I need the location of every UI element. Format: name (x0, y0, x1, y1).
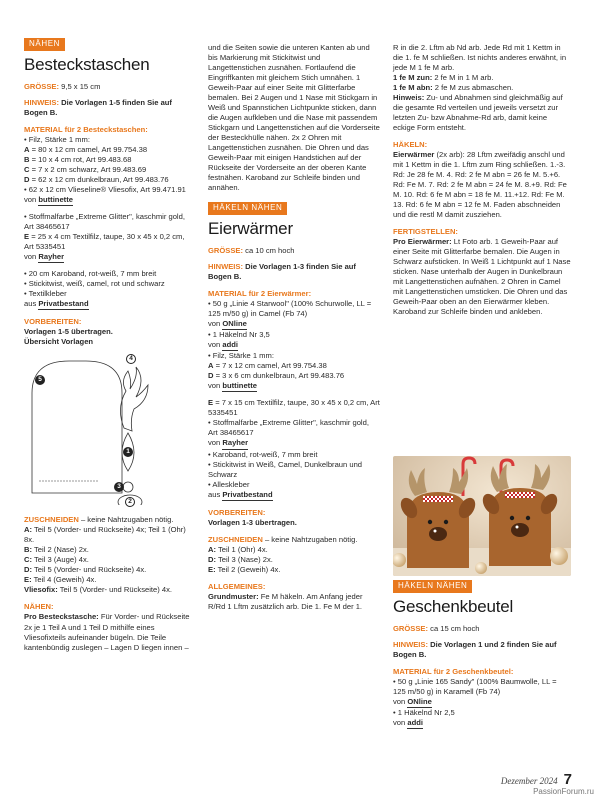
vendor-line: aus Privatbestand (208, 490, 380, 501)
vendor-line: von buttinette (24, 195, 190, 206)
material-line: • 62 x 12 cm Vlieseline® Vliesofix, Art 99.471.91 (24, 185, 186, 195)
size-line: GRÖSSE: ca 15 cm hoch (393, 623, 480, 633)
category-tag: HÄKELN NÄHEN (208, 202, 287, 215)
column-2 (208, 43, 380, 612)
page-number: 7 (563, 771, 572, 789)
cut-line: C: Teil 3 (Auge) 4x. (24, 555, 89, 565)
diagram-label-3: 3 (114, 482, 124, 492)
cut-line: E: Teil 2 (Geweih) 4x. (208, 564, 281, 574)
cut-line: Vliesofix: Teil 5 (Vorder- und Rückseite) 4x. (24, 585, 173, 595)
general-text: Grundmuster: Fe M häkeln. Am Anfang jeder R/Rd 1 Lftm zusätzlich arb. Die 1. Fe M der 1. (208, 591, 363, 611)
egg-warmer-photo (393, 456, 571, 576)
vendor-line: von addi (393, 718, 571, 729)
material-line: D = 3 x 6 cm dunkelbraun, Art 99.483.76 (208, 371, 345, 381)
category-tag: HÄKELN NÄHEN (393, 580, 472, 593)
column-3 (393, 43, 571, 317)
diagram-label-2: 2 (125, 497, 135, 507)
material-line: • 1 Häkelnd Nr 2,5 (393, 708, 455, 718)
column-1 (24, 38, 190, 653)
cut-line: D: Teil 3 (Nase) 2x. (208, 554, 273, 564)
article-title: Geschenkbeutel (393, 596, 514, 616)
material-line: • 20 cm Karoband, rot-weiß, 7 mm breit (24, 269, 157, 279)
vendor-line: von Rayher (208, 438, 380, 449)
material-line: • Stoffmalfarbe „Extreme Glitter", kaschmir gold, Art 38465617 (208, 418, 369, 438)
diagram-label-4: 4 (126, 354, 136, 364)
decrease-line: 1 fe M abn: 2 fe M zus abmaschen. (393, 83, 514, 93)
reindeer-egg-warmers-image (393, 456, 571, 576)
cut-heading: ZUSCHNEIDEN – keine Nahtzugaben nötig. (24, 515, 174, 525)
cut-line: E: Teil 4 (Geweih) 4x. (24, 575, 97, 585)
material-line: B = 10 x 4 cm rot, Art 99.483.68 (24, 155, 132, 165)
finish-heading: FERTIGSTELLEN: (393, 227, 458, 237)
vendor-line: von buttinette (208, 381, 380, 392)
article-title: Besteckstaschen (24, 54, 150, 74)
size-line: GRÖSSE: ca 10 cm hoch (208, 246, 295, 256)
diagram-label-1: 1 (123, 447, 133, 457)
overview-label: Übersicht Vorlagen (24, 337, 94, 347)
issue-date: Dezember 2024 (500, 776, 558, 787)
cut-line: D: Teil 5 (Vorder- und Rückseite) 4x. (24, 565, 147, 575)
material-heading: MATERIAL für 2 Geschenkbeutel: (393, 667, 514, 677)
material-line: C = 7 x 2 cm schwarz, Art 99.483.69 (24, 165, 147, 175)
material-line: • Alleskleber (208, 479, 250, 489)
gift-bag-section (393, 580, 571, 729)
vendor-line: aus Privatbestand (24, 299, 190, 310)
material-line: • 50 g „Linie 165 Sandy" (100% Baumwolle, LL = 125 m/50 g) in Karamell (Fb 74) (393, 677, 557, 697)
material-line: E = 7 x 15 cm Textilfilz, taupe, 30 x 45 x 0,2 cm, Art 5335451 (208, 398, 380, 418)
prepare-heading: VORBEREITEN: (24, 317, 82, 327)
crochet-text: Eierwärmer (2x arb): 28 Lftm zweifädig anschl und mit 1 Kettm in die 1. Lftm zum Ring schließen. 1.-3. Rd: Je 28 fe M. 4. Rd: 2 fe M abn = 26 fe M. 5.+6. Rd: Fe M. 7. Rd: 2 fe M abn = 24 fe M. 8.+9. Rd: Fe M. 10. Rd: 6 fe M abn = 18 fe M. 11.+12. Rd: Fe M. 13. Rd: 6 fe M abn = 12 fe M. Faden abschneiden und die restl M damit zusziehen. (393, 150, 567, 220)
vendor-line: von addi (208, 340, 380, 351)
material-line: • Textilkleber (24, 289, 67, 299)
material-line: • Stickitwist, weiß, camel, rot und schwarz (24, 279, 165, 289)
prepare-text: Vorlagen 1-5 übertragen. (24, 327, 113, 337)
material-line: E = 25 x 4 cm Textilfilz, taupe, 30 x 45 x 0,2 cm, Art 5335451 (24, 232, 185, 252)
cut-heading: ZUSCHNEIDEN – keine Nahtzugaben nötig. (208, 534, 358, 544)
diagram-label-5: 5 (35, 375, 45, 385)
material-line: • Stoffmalfarbe „Extreme Glitter", kaschmir gold, Art 38465617 (24, 212, 185, 232)
material-line: A = 7 x 12 cm camel, Art 99.754.38 (208, 361, 327, 371)
category-tag: NÄHEN (24, 38, 65, 51)
continued-text: R in die 2. Lftm ab Nd arb. Jede Rd mit 1 Kettm in die 1. fe M schließen. Ist nichts anderes erwähnt, in jede M 1 fe M arb. (393, 43, 567, 73)
cut-line: A: Teil 1 (Ohr) 4x. (208, 544, 268, 554)
template-sketch (24, 353, 184, 505)
increase-line: 1 fe M zun: 2 fe M in 1 M arb. (393, 73, 494, 83)
size-line: GRÖSSE: 9,5 x 15 cm (24, 81, 101, 91)
cut-line: B: Teil 2 (Nase) 2x. (24, 545, 89, 555)
hint: HINWEIS: Die Vorlagen 1-5 finden Sie auf Bogen B. (24, 98, 172, 118)
material-line: • 50 g „Linie 4 Starwool" (100% Schurwolle, LL = 125 m/50 g) in Camel (Fb 74) (208, 299, 372, 319)
watermark: PassionForum.ru (533, 787, 594, 797)
material-line: • 1 Häkelnd Nr 3,5 (208, 330, 270, 340)
material-heading: MATERIAL für 2 Eierwärmer: (208, 289, 312, 299)
hint-text: Hinweis: Zu- und Abnahmen sind gleichmäßig auf die gesamte Rd verteilen und jeweils versetzt zur letzten Zu- bzw Abnahme-Rd arb, damit keine eckige Form entsteht. (393, 93, 563, 133)
material-line: • Filz, Stärke 1 mm: (24, 135, 90, 145)
prepare-text: Vorlagen 1-3 übertragen. (208, 517, 297, 527)
template-overview-diagram (24, 353, 184, 505)
sew-heading: NÄHEN: (24, 602, 54, 612)
general-heading: ALLGEMEINES: (208, 581, 266, 591)
prepare-heading: VORBEREITEN: (208, 507, 266, 517)
material-line: • Stickitwist in Weiß, Camel, Dunkelbraun und Schwarz (208, 459, 363, 479)
hint: HINWEIS: Die Vorlagen 1-3 finden Sie auf Bogen B. (208, 262, 356, 282)
material-line: A = 80 x 12 cm camel, Art 99.754.38 (24, 145, 148, 155)
finish-text: Pro Eierwärmer: Lt Foto arb. 1 Geweih-Paar auf einer Seite mit Glitterfarbe bemalen. Die Augen in Schwarz aufsticken. In Weiß 1 Lichtpunkt auf 1 Nase sticken. Nase unterhalb der Augen in Dunkelbraun mit Langettenstichen aufnähen. 2 Ohren in Camel mit Langettenstichen umsticken. Die Ohren und das Geweih-Paar oben an den Eierwärmer kleben. Karoband zur Schleife binden und ankleben. (393, 237, 571, 317)
cut-line: A: Teil 5 (Vorder- und Rückseite) 4x; Teil 1 (Ohr) 8x. (24, 525, 186, 545)
vendor-line: von Rayher (24, 252, 190, 263)
material-heading: MATERIAL für 2 Besteckstaschen: (24, 125, 148, 135)
sew-text: Pro Besteckstasche: Für Vorder- und Rückseite 2x je 1 Teil A und 1 Teil D mithilfe eines Vliesofixteils aufeinander bügeln. Die Teile kantenbündig zuslegen – Lagen D liegen innen – (24, 612, 190, 652)
material-line: D = 62 x 12 cm dunkelbraun, Art 99.483.76 (24, 175, 169, 185)
material-line: • Karoband, rot-weiß, 7 mm breit (208, 449, 318, 459)
material-line: • Filz, Stärke 1 mm: (208, 351, 274, 361)
article-title: Eierwärmer (208, 218, 293, 238)
hint: HINWEIS: Die Vorlagen 1 und 2 finden Sie auf Bogen B. (393, 640, 557, 660)
vendor-line: von ONline (393, 697, 571, 708)
crochet-heading: HÄKELN: (393, 140, 428, 150)
vendor-line: von ONline (208, 319, 380, 330)
continued-text: und die Seiten sowie die unteren Kanten ab und bis Markierung mit Stickitwist und Langettenstichen zusnähen. Fortlaufend die Eingriffkanten mit gleichem Stich umnähen. 1 Geweih-Paar auf einer Seite mit Glitterfarbe bemalen. Bei 2 Augen und 1 Nase mit Stickgarn in Weiß und Spannstichen Lichtpunkte sticken, dann die Augen aufkleben und die Nase mit passendem Stickgarn und Langettenstichen auf die Vorderseite der Besteckhülle nähen. 2x 2 Ohren mit Langettenstichen zusnähen. Die Ohren und das Geweih-Paar mit einigen Handstichen auf der Rückseite der Vorderseite an der oberen Kante festnähen. Karoband zur Schleife binden und annähen. (208, 43, 380, 193)
